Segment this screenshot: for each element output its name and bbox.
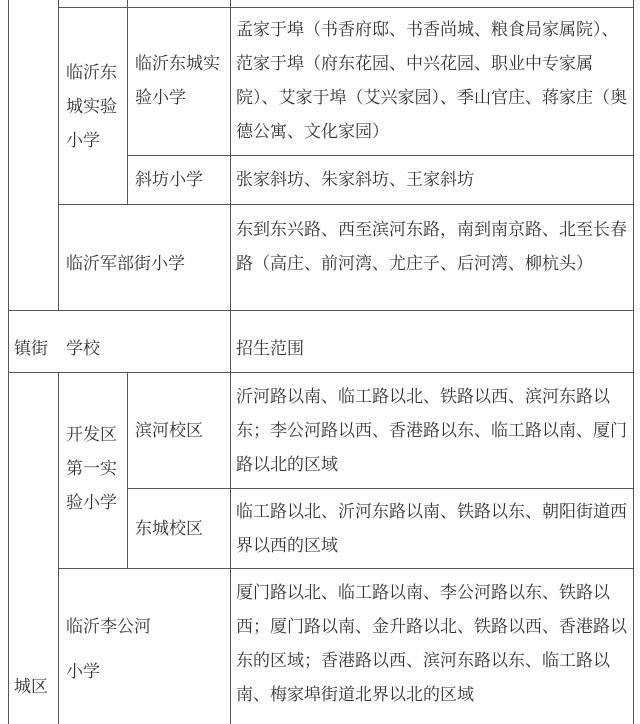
header-town: 镇街 [14,339,48,359]
grid-line [58,0,59,310]
sub-school-name: 临沂东城实验小学 [135,54,220,108]
grid-line [127,155,634,156]
enrollment-range: 孟家于埠（书香府邸、书香尚城、粮食局家属院）、范家于埠（府东花园、中兴花园、职业中专家属院）、艾家于埠（艾兴家园）、季山官庄、蒋家庄（奥德公寓、文化家园） [236,20,627,142]
school-group-name: 临沂东城实验小学 [66,63,117,151]
enrollment-range: 沂河路以南、临工路以北、铁路以西、滨河东路以东；李公河路以西、香港路以东、临工路以南、厦门路以北的区域 [236,387,627,475]
campus-name: 滨河校区 [135,421,203,441]
grid-line [8,310,634,311]
header-range: 招生范围 [236,339,304,359]
grid-line [58,7,634,8]
grid-line [58,372,59,724]
enrollment-range: 东到东兴路、西至滨河东路，南到南京路、北至长春路（高庄、前河湾、尤庄子、后河湾、柳杭头） [236,220,627,274]
school-name: 临沂军部街小学 [66,254,185,274]
campus-name: 东城校区 [135,519,203,539]
grid-line [127,372,128,568]
grid-line [8,372,634,373]
grid-line [127,488,634,489]
grid-line [8,0,9,724]
grid-line [633,0,634,724]
header-school: 学校 [66,339,100,359]
grid-line [230,0,231,724]
enrollment-range: 张家斜坊、朱家斜坊、王家斜坊 [236,170,474,190]
town-name: 城区 [14,677,48,697]
grid-line [58,204,634,205]
school-name: 临沂李公河小学 [66,617,151,682]
sub-school-name: 斜坊小学 [135,170,203,190]
enrollment-range: 厦门路以北、临工路以南、李公河路以东、铁路以西；厦门路以南、金升路以北、铁路以西、香港路以东的区域；香港路以西、滨河东路以东、临工路以南、梅家埠街道北界以北的区域 [236,583,627,705]
grid-line [127,0,128,204]
grid-line [58,568,634,569]
school-group-name: 开发区第一实验小学 [66,425,117,513]
enrollment-range: 临工路以北、沂河东路以南、铁路以东、朝阳街道西界以西的区域 [236,502,627,556]
